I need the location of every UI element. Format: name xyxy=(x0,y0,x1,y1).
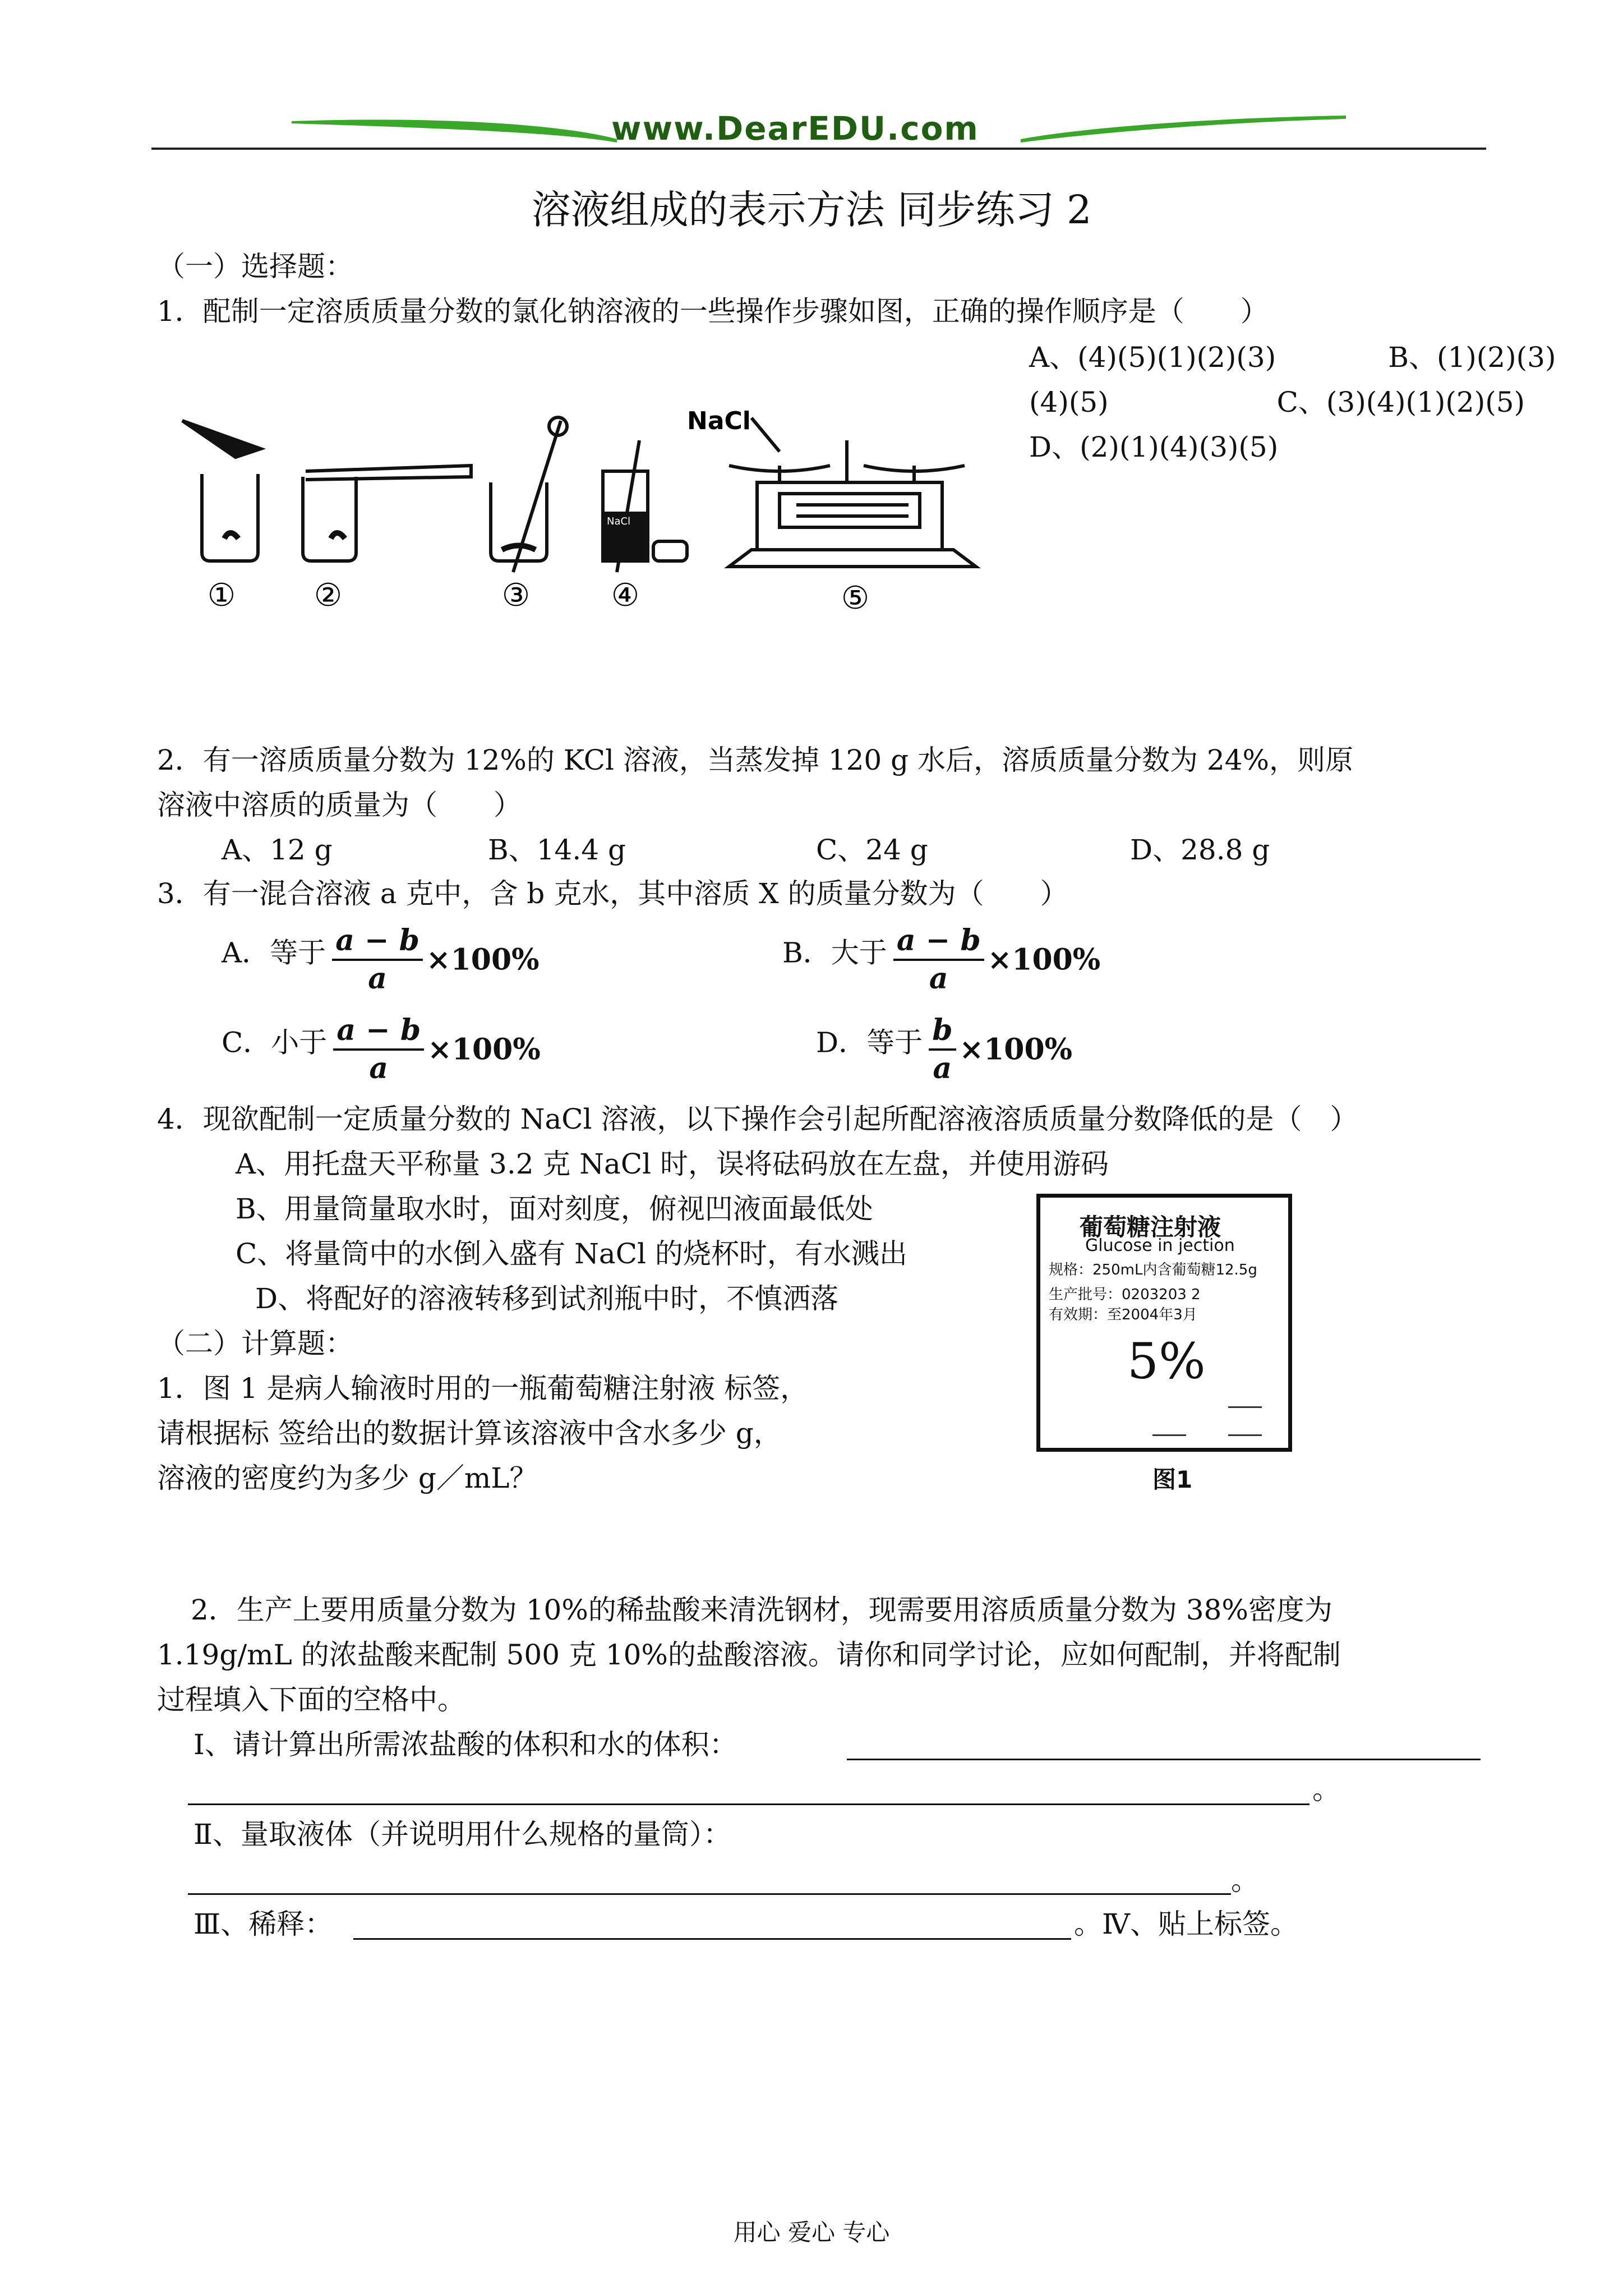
q3-option-b xyxy=(782,923,1100,997)
c1-line2: 请根据标 签给出的数据计算该溶液中含水多少 g， xyxy=(157,1417,782,1450)
c2-step-ii-blank[interactable] xyxy=(188,1893,1231,1895)
label-spec: 规格：250mL内含葡萄糖12.5g xyxy=(1049,1262,1257,1278)
fraction-denominator: a xyxy=(933,1051,952,1085)
q3-option-a-label: A．等于 xyxy=(222,936,326,969)
c2-step-i-end: 。 xyxy=(1312,1773,1340,1806)
figure-caption: 图1 xyxy=(1152,1466,1193,1493)
c2-line1: 2．生产上要用质量分数为 10%的稀盐酸来清洗钢材，现需要用溶质质量分数为 38%密度为 xyxy=(191,1594,1332,1626)
q1-procedure-figure xyxy=(168,387,987,611)
label-mark-2 xyxy=(1152,1428,1186,1436)
q4-option-a: A、用托盘天平称量 3.2 克 NaCl 时，误将砝码放在左盘，并使用游码 xyxy=(236,1148,1109,1180)
fraction-numerator: a − b xyxy=(893,923,984,961)
label-percent: 5% xyxy=(1127,1332,1206,1390)
c1-line1: 1．图 1 是病人输液时用的一瓶葡萄糖注射液 标签， xyxy=(157,1372,809,1405)
c2-line2: 1.19g/mL 的浓盐酸来配制 500 克 10%的盐酸溶液。请你和同学讨论，应如何配制，并将配制 xyxy=(157,1639,1341,1671)
times-100-percent: ×100% xyxy=(427,1032,541,1067)
c2-step-i-blank-1[interactable] xyxy=(847,1759,1481,1760)
label-english: Glucose in jection xyxy=(1085,1236,1235,1255)
q4-option-c: C、将量筒中的水倒入盛有 NaCl 的烧杯时，有水溅出 xyxy=(236,1237,907,1270)
c2-step-ii-label: Ⅱ、量取液体（并说明用什么规格的量筒）： xyxy=(193,1818,731,1851)
nacl-label: NaCl xyxy=(687,407,751,435)
q4-option-d: D、将配好的溶液转移到试剂瓶中时，不慎洒落 xyxy=(255,1282,839,1315)
q3-option-a-fraction xyxy=(332,923,423,997)
c2-step-iii-blank[interactable] xyxy=(353,1938,1071,1940)
q3-option-c-fraction xyxy=(333,1013,424,1087)
fig-num-3: ③ xyxy=(501,577,531,611)
beaker-1 xyxy=(202,474,258,561)
header-rule xyxy=(151,148,1486,150)
fraction-numerator: a − b xyxy=(333,1013,424,1051)
fraction-denominator: a xyxy=(369,1051,389,1085)
times-100-percent: ×100% xyxy=(987,942,1101,977)
fraction-numerator: a − b xyxy=(332,923,423,961)
q3-option-a xyxy=(222,923,540,997)
page-footer: 用心 爱心 专心 xyxy=(733,2219,890,2246)
c2-line3: 过程填入下面的空格中。 xyxy=(157,1683,465,1716)
glucose-label-figure xyxy=(1036,1194,1292,1452)
fig-num-4: ④ xyxy=(611,577,640,611)
brand-logo[interactable]: www.DearEDU.com xyxy=(611,109,979,148)
fraction-numerator: b xyxy=(929,1013,956,1051)
times-100-percent: ×100% xyxy=(426,942,540,977)
jar-label: NaCl xyxy=(607,516,631,527)
label-mark-1 xyxy=(1228,1400,1262,1408)
section-choice-heading: （一）选择题： xyxy=(157,250,353,283)
q3-option-d-fraction xyxy=(929,1013,956,1087)
q3-option-d xyxy=(816,1013,1072,1087)
q3-option-b-label: B．大于 xyxy=(782,936,887,969)
label-expiry: 有效期：至2004年3月 xyxy=(1049,1306,1197,1323)
fraction-denominator: a xyxy=(929,961,948,996)
q1-options-line1: A、(4)(5)(1)(2)(3) B、(1)(2)(3) xyxy=(1029,341,1556,374)
label-mark-3 xyxy=(1228,1428,1262,1436)
q4-option-b: B、用量筒量取水时，面对刻度，俯视凹液面最低处 xyxy=(236,1193,873,1225)
q3-stem: 3．有一混合溶液 a 克中，含 b 克水，其中溶质 X 的质量分数为（ ） xyxy=(157,877,1068,910)
q1-options-line3: D、(2)(1)(4)(3)(5) xyxy=(1029,431,1279,463)
q3-option-c-label: C．小于 xyxy=(222,1026,328,1059)
page-title: 溶液组成的表示方法 同步练习 2 xyxy=(531,187,1092,233)
q4-stem: 4．现欲配制一定质量分数的 NaCl 溶液，以下操作会引起所配溶液溶质质量分数降低的是（ ） xyxy=(157,1103,1358,1135)
q2-option-a: A、12 g xyxy=(222,834,333,866)
q1-stem: 1．配制一定溶质质量分数的氯化钠溶液的一些操作步骤如图，正确的操作顺序是（ ） xyxy=(157,295,1269,328)
q2-stem-line2: 溶液中溶质的质量为（ ） xyxy=(157,789,522,821)
q3-option-d-label: D．等于 xyxy=(816,1026,923,1059)
fraction-denominator: a xyxy=(368,961,387,996)
label-batch: 生产批号：0203203 2 xyxy=(1049,1286,1201,1303)
q3-option-c xyxy=(222,1013,541,1087)
beaker-2 xyxy=(303,477,356,561)
q2-option-c: C、24 g xyxy=(816,834,928,866)
fig-num-1: ① xyxy=(207,577,236,611)
times-100-percent: ×100% xyxy=(959,1032,1073,1067)
q2-option-d: D、28.8 g xyxy=(1130,834,1270,866)
c2-step-i-blank-2[interactable] xyxy=(188,1803,1310,1805)
c2-step-iii-label: Ⅲ、稀释： xyxy=(193,1908,333,1940)
q2-option-b: B、14.4 g xyxy=(488,834,626,866)
section-calc-heading: （二）计算题： xyxy=(157,1327,353,1360)
fig-num-2: ② xyxy=(313,577,343,611)
balance-5 xyxy=(729,550,976,567)
fig-num-5: ⑤ xyxy=(841,580,870,611)
c2-step-ii-end: 。 xyxy=(1231,1864,1259,1897)
c2-step-i-label: Ⅰ、请计算出所需浓盐酸的体积和水的体积： xyxy=(193,1728,737,1761)
c1-line3: 溶液的密度约为多少 g／mL？ xyxy=(157,1462,538,1494)
c2-step-iv: 。Ⅳ、贴上标签。 xyxy=(1074,1908,1298,1940)
q2-stem-line1: 2．有一溶质质量分数为 12%的 KCl 溶液，当蒸发掉 120 g 水后，溶质质量分数为 24%，则原 xyxy=(157,744,1354,776)
label-title: 葡萄糖注射液 xyxy=(1080,1213,1221,1241)
q3-option-b-fraction xyxy=(893,923,984,997)
q1-options-line2: (4)(5) C、(3)(4)(1)(2)(5) xyxy=(1029,386,1525,418)
